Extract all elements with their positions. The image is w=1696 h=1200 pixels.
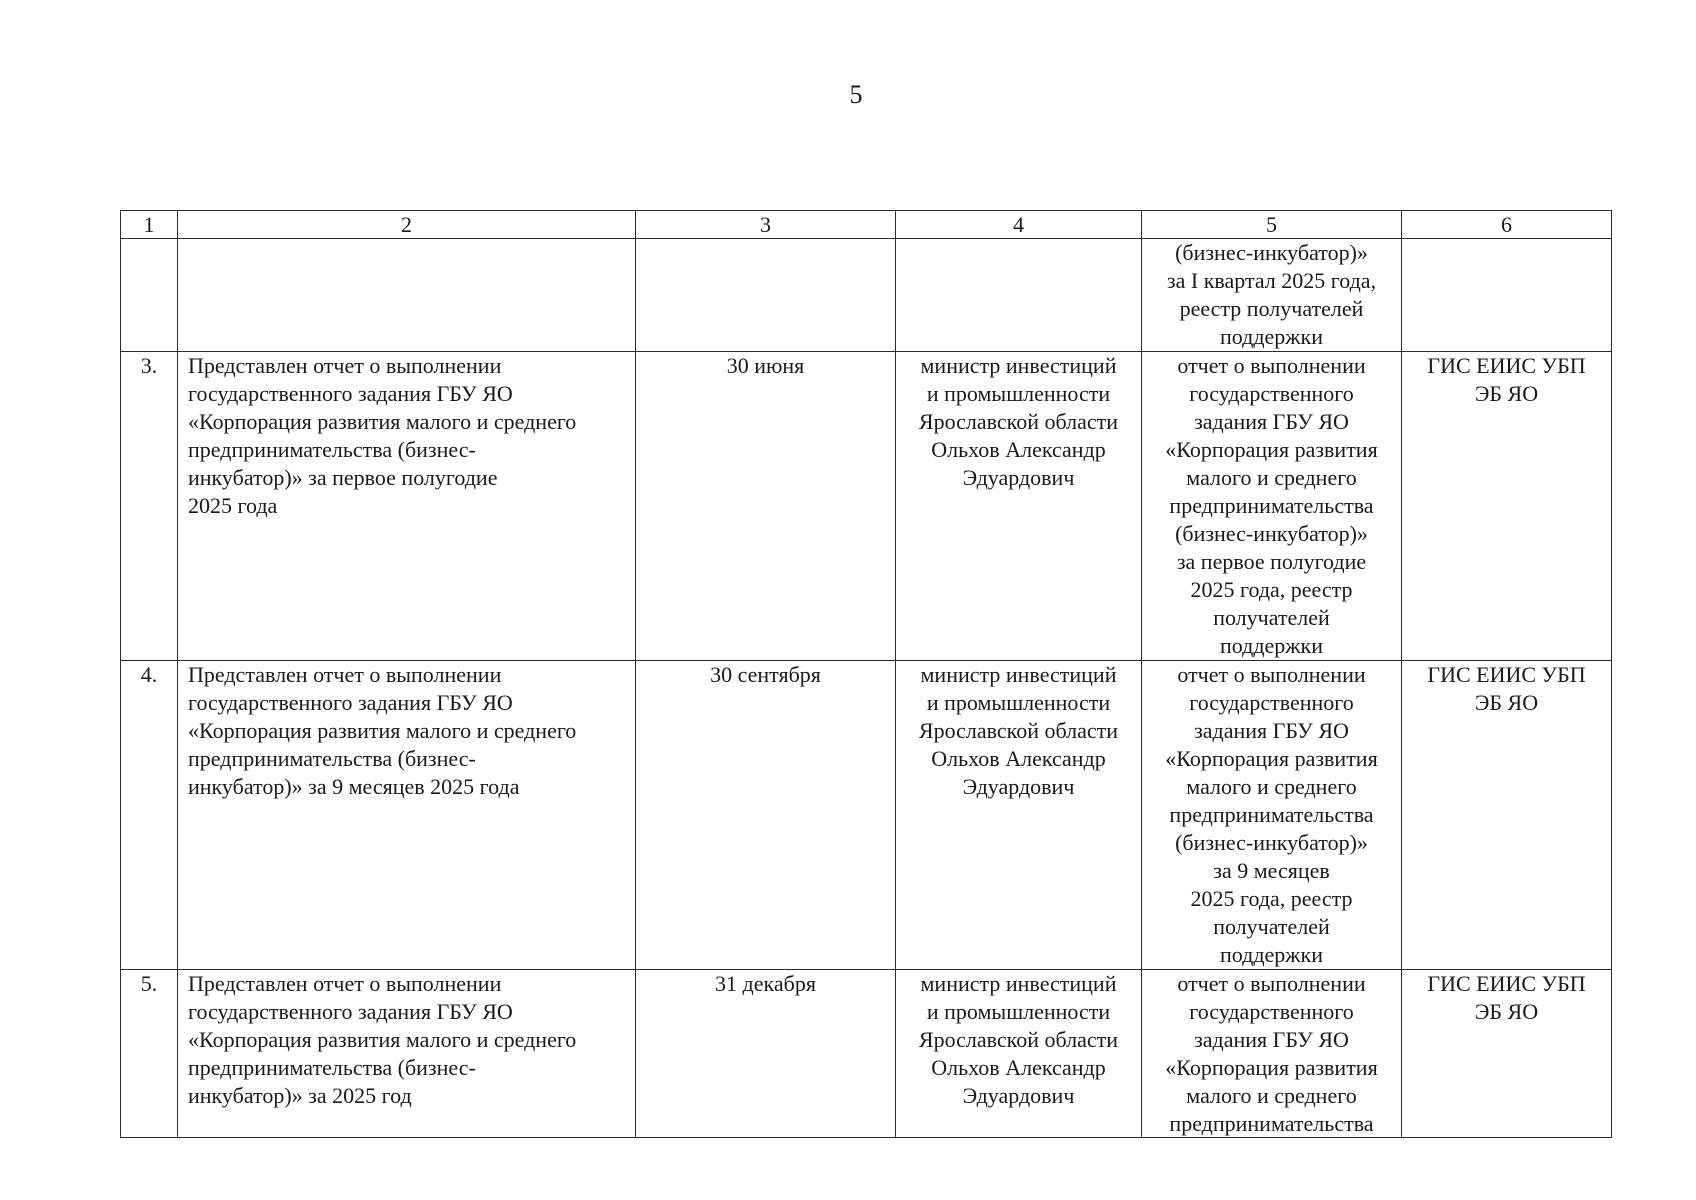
table-row <box>121 661 1612 970</box>
event-cell <box>178 661 636 970</box>
document-text: (бизнес-инкубатор)» за I квартал 2025 года, реестр получателей поддержки <box>1166 240 1377 349</box>
document-cell <box>1142 352 1402 661</box>
column-number-2: 2 <box>178 211 636 239</box>
responsible-cell <box>896 970 1142 1138</box>
column-number-4: 4 <box>896 211 1142 239</box>
row-number-cell: 4. <box>121 661 178 970</box>
column-number-6: 6 <box>1402 211 1612 239</box>
row-number-cell: 5. <box>121 970 178 1138</box>
system-cell <box>1402 661 1612 970</box>
column-number-1: 1 <box>121 211 178 239</box>
document-text: отчет о выполнении государственного задания ГБУ ЯО «Корпорация развития малого и среднего предпринимательства (бизнес-инкубатор)» за первое полугодие 2025 года, реестр получателей поддержки <box>1165 353 1378 658</box>
responsible-cell <box>896 352 1142 661</box>
document-text: отчет о выполнении государственного задания ГБУ ЯО «Корпорация развития малого и среднего предпринимательства <box>1165 971 1378 1136</box>
document-cell <box>1142 239 1402 352</box>
responsible-text: министр инвестиций и промышленности Ярославской области Ольхов Александр Эдуардович <box>918 971 1119 1108</box>
responsible-cell <box>896 661 1142 970</box>
event-cell <box>178 352 636 661</box>
document-cell <box>1142 661 1402 970</box>
system-text: ГИС ЕИИС УБП ЭБ ЯО <box>1427 662 1586 715</box>
responsible-cell <box>896 239 1142 352</box>
system-cell <box>1402 970 1612 1138</box>
table-row <box>121 352 1612 661</box>
deadline-cell <box>636 239 896 352</box>
responsible-text: министр инвестиций и промышленности Ярославской области Ольхов Александр Эдуардович <box>918 353 1119 490</box>
table-row-continuation <box>121 239 1612 352</box>
event-text: Представлен отчет о выполнении государственного задания ГБУ ЯО «Корпорация развития малого и среднего предпринимательства (бизнес- инкубатор)» за 9 месяцев 2025 года <box>188 662 577 799</box>
column-number-3: 3 <box>636 211 896 239</box>
system-cell <box>1402 352 1612 661</box>
row-number-cell: 3. <box>121 352 178 661</box>
system-text: ГИС ЕИИС УБП ЭБ ЯО <box>1427 353 1586 406</box>
deadline-cell: 30 июня <box>636 352 896 661</box>
row-number-cell <box>121 239 178 352</box>
system-cell <box>1402 239 1612 352</box>
event-text: Представлен отчет о выполнении государственного задания ГБУ ЯО «Корпорация развития малого и среднего предпринимательства (бизнес- инкубатор)» за 2025 год <box>188 971 577 1108</box>
plan-table <box>120 210 1612 1138</box>
responsible-text: министр инвестиций и промышленности Ярославской области Ольхов Александр Эдуардович <box>918 662 1119 799</box>
column-number-5: 5 <box>1142 211 1402 239</box>
document-cell <box>1142 970 1402 1138</box>
event-cell <box>178 239 636 352</box>
page-number: 5 <box>849 80 863 109</box>
event-text: Представлен отчет о выполнении государственного задания ГБУ ЯО «Корпорация развития малого и среднего предпринимательства (бизнес- инкубатор)» за первое полугодие 2025 года <box>188 353 577 518</box>
event-cell <box>178 970 636 1138</box>
document-text: отчет о выполнении государственного задания ГБУ ЯО «Корпорация развития малого и среднего предпринимательства (бизнес-инкубатор)» за 9 месяцев 2025 года, реестр получателей поддержки <box>1165 662 1378 967</box>
column-number-row <box>121 211 1612 239</box>
table-row <box>121 970 1612 1138</box>
deadline-cell: 31 декабря <box>636 970 896 1138</box>
deadline-cell: 30 сентября <box>636 661 896 970</box>
system-text: ГИС ЕИИС УБП ЭБ ЯО <box>1427 971 1586 1024</box>
